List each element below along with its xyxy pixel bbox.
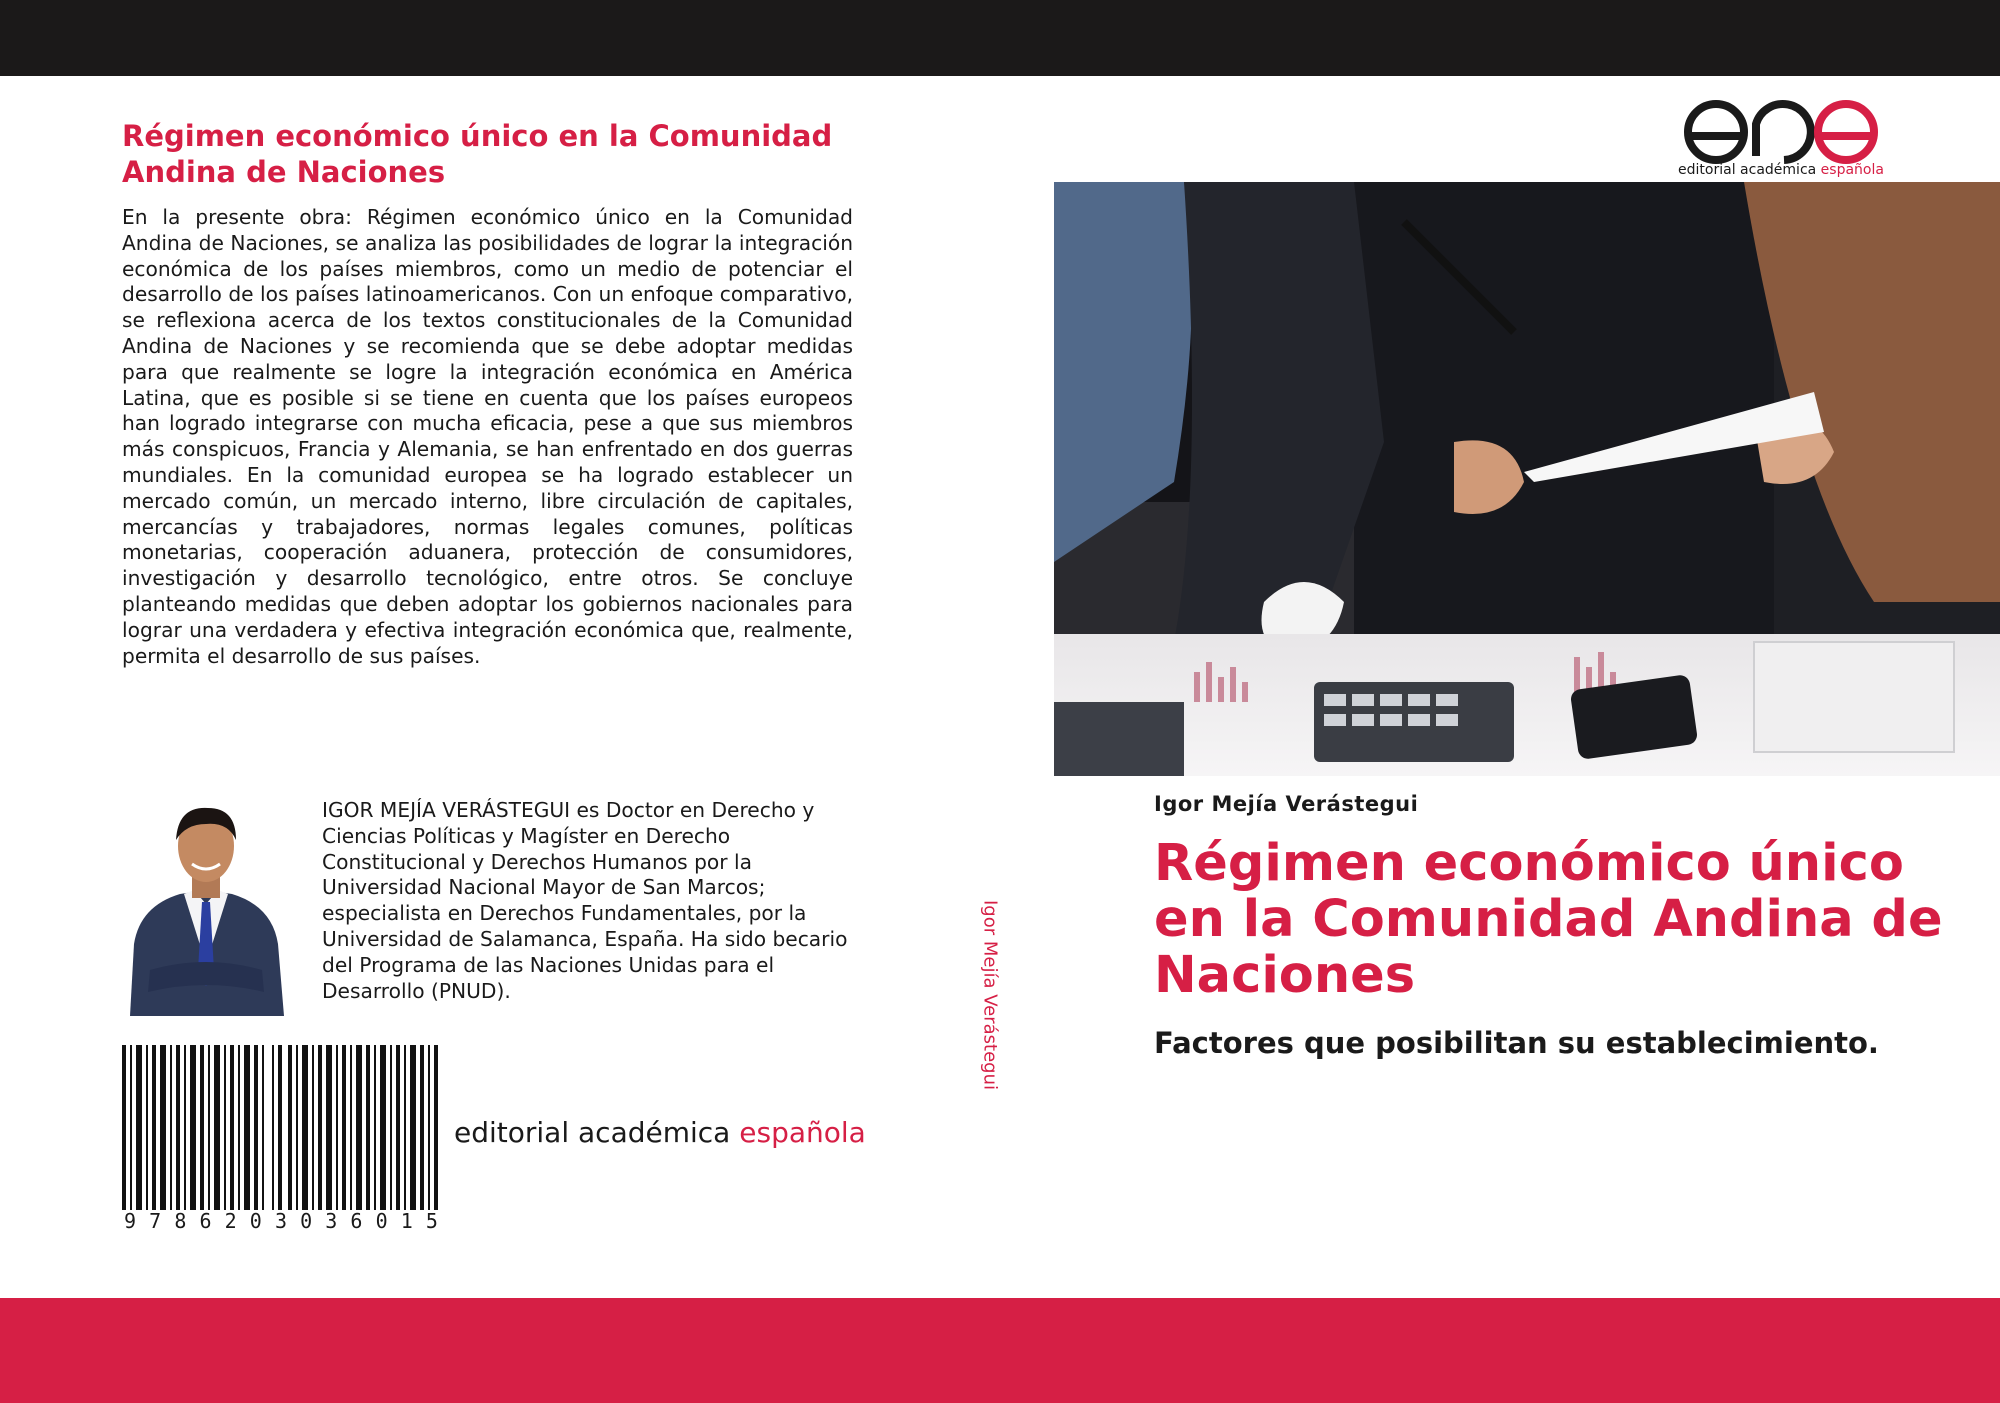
spine-author: Igor Mejía Verástegui [979, 900, 1001, 1090]
isbn-digit: 6 [350, 1209, 363, 1233]
isbn-digit: 2 [224, 1209, 237, 1233]
front-cover-author: Igor Mejía Verástegui [1154, 792, 1419, 816]
isbn-digit: 0 [249, 1209, 262, 1233]
logo-caption [1674, 162, 1888, 178]
isbn-digit: 7 [149, 1209, 162, 1233]
isbn-digit: 0 [375, 1209, 388, 1233]
front-cover-subtitle: Factores que posibilitan su establecimiento. [1154, 1026, 1879, 1060]
isbn-digit: 5 [425, 1209, 438, 1233]
isbn-digit: 3 [274, 1209, 287, 1233]
isbn-digit: 6 [199, 1209, 212, 1233]
logo-caption-accent: española [1820, 162, 1884, 178]
author-bio: IGOR MEJÍA VERÁSTEGUI es Doctor en Derecho y Ciencias Políticas y Magíster en Derecho Constitucional y Derechos Humanos por la Universidad Nacional Mayor de San Marcos; especialista en Derechos Fundamentales, por la Universidad de Salamanca, España. Ha sido becario del Programa de las Naciones Unidas para el Desarrollo (PNUD). [322, 798, 848, 1003]
cover-photo [1054, 182, 2000, 776]
isbn-digits [122, 1210, 440, 1232]
publisher-name-main: editorial académica [454, 1116, 740, 1149]
isbn-barcode [122, 1045, 440, 1233]
isbn-digit: 0 [300, 1209, 313, 1233]
author-photo [120, 794, 292, 1016]
isbn-digit: 9 [124, 1209, 137, 1233]
top-band [0, 0, 2000, 76]
isbn-digit: 3 [325, 1209, 338, 1233]
bottom-band [0, 1298, 2000, 1403]
logo-caption-main: editorial académica [1678, 162, 1821, 178]
publisher-name-accent: española [739, 1116, 866, 1149]
isbn-digit: 1 [400, 1209, 413, 1233]
back-cover-title: Régimen económico único en la Comunidad Andina de Naciones [122, 119, 833, 189]
back-publisher-name [454, 1116, 866, 1150]
front-cover-title: Régimen económico único en la Comunidad Andina de Naciones [1154, 834, 1943, 1005]
isbn-digit: 8 [174, 1209, 187, 1233]
back-cover-blurb: En la presente obra: Régimen económico único en la Comunidad Andina de Naciones, se analiza las posibilidades de lograr la integración económica de los países miembros, como un medio de potenciar el desarrollo de los países latinoamericanos. Con un enfoque comparativo, se reflexiona acerca de los textos constitucionales de la Comunidad Andina de Naciones y se recomienda que se debe adoptar medidas para que realmente se logre la integración económica en América Latina, que es posible si se tiene en cuenta que los países europeos han logrado integrarse con mucha eficacia, pese a que sus miembros más conspicuos, Francia y Alemania, se han enfrentado en dos guerras mundiales. En la comunidad europea se ha logrado establecer un mercado común, un mercado interno, libre circulación de capitales, mercancías y trabajadores, normas legales comunes, políticas monetarias, cooperación aduanera, protección de consumidores, investigación y desarrollo tecnológico, entre otros. Se concluye planteando medidas que deben adoptar los gobiernos nacionales para lograr una verdadera y efectiva integración económica que, realmente, permita el desarrollo de sus países. [122, 205, 853, 668]
